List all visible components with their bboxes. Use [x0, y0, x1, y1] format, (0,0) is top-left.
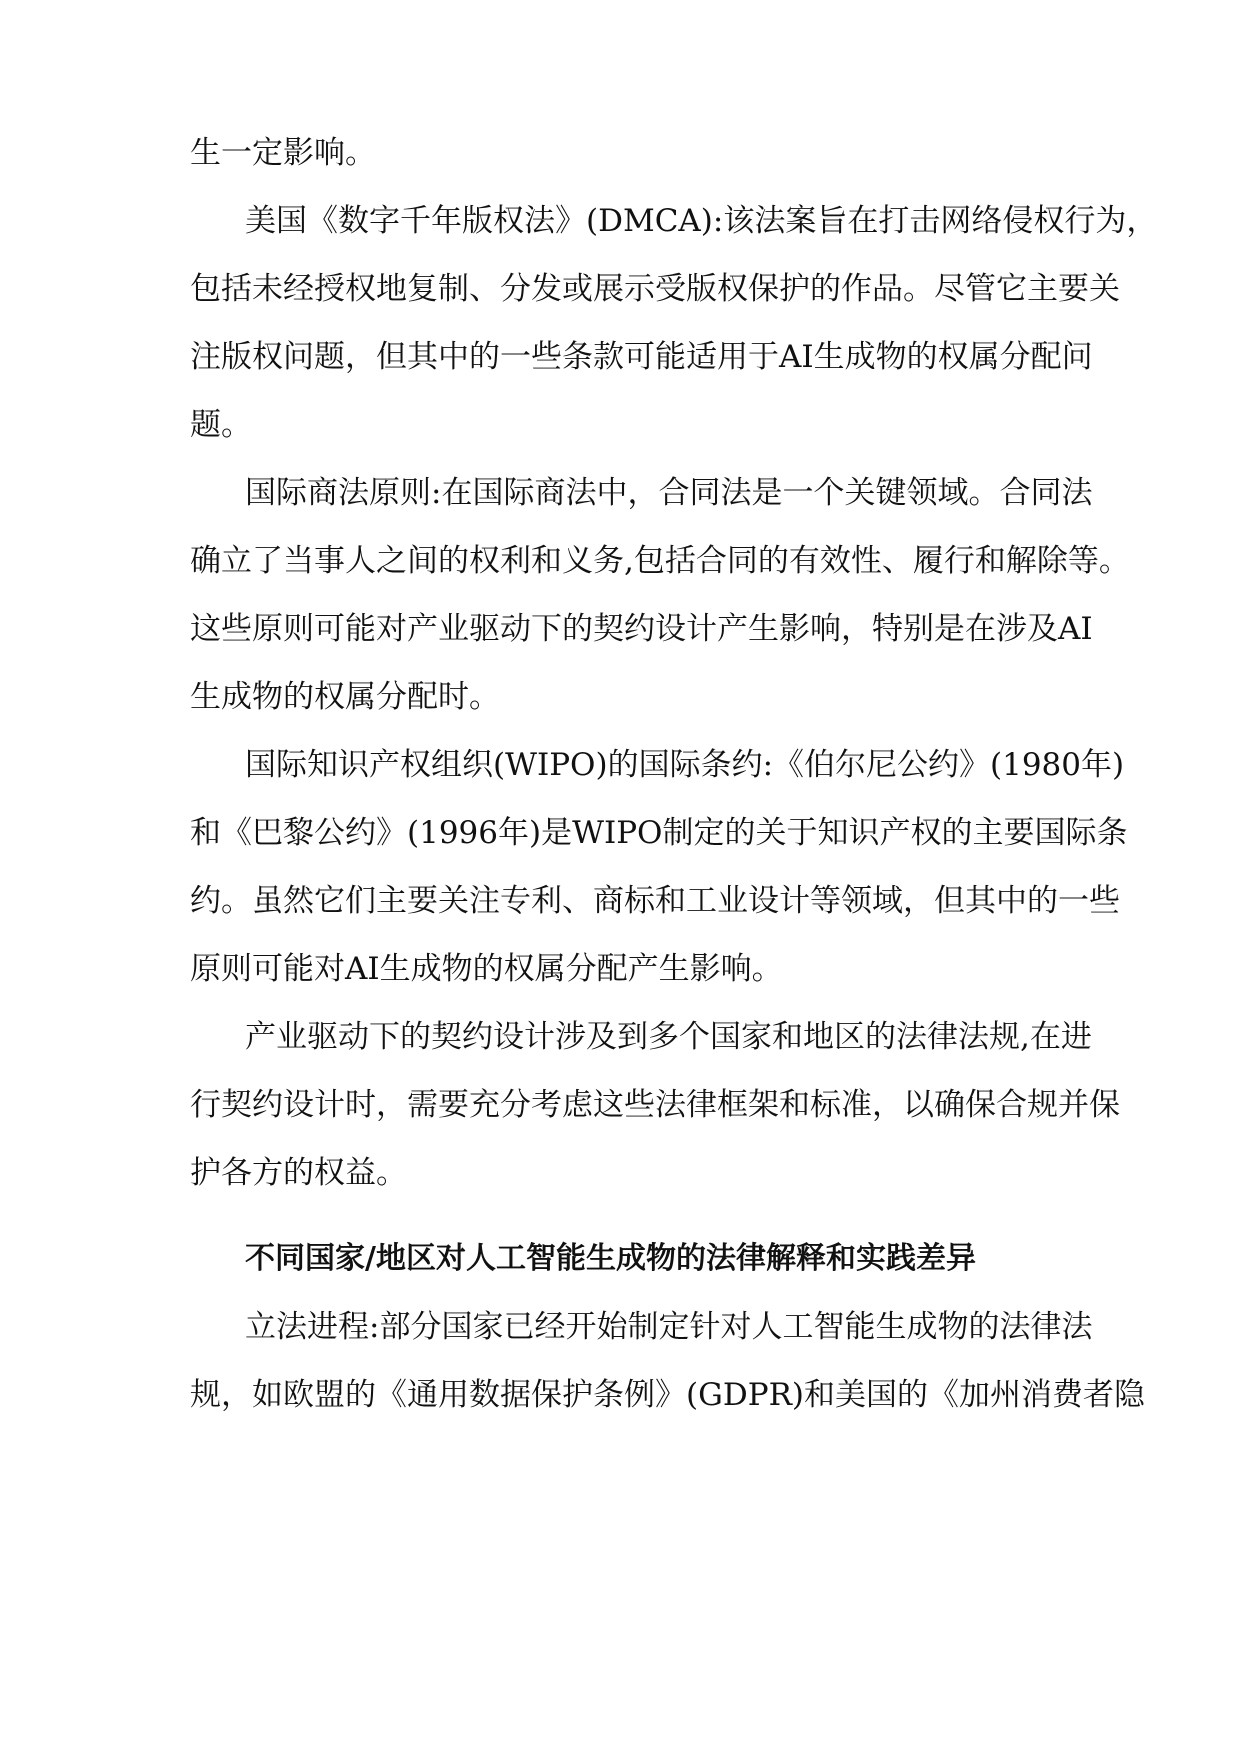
paragraph-line: 国际商法原则:在国际商法中，合同法是一个关键领域。合同法: [245, 475, 1093, 511]
paragraph-line: 约。虽然它们主要关注专利、商标和工业设计等领域，但其中的一些: [190, 883, 1120, 919]
section-heading: 不同国家/地区对人工智能生成物的法律解释和实践差异: [245, 1241, 976, 1276]
paragraph-line: 产业驱动下的契约设计涉及到多个国家和地区的法律法规,在进: [245, 1019, 1092, 1055]
paragraph-line: 护各方的权益。: [190, 1155, 407, 1191]
paragraph-line: 包括未经授权地复制、分发或展示受版权保护的作品。尽管它主要关: [190, 271, 1120, 307]
paragraph-line: 生一定影响。: [190, 135, 376, 171]
paragraph-line: 确立了当事人之间的权利和义务,包括合同的有效性、履行和解除等。: [190, 543, 1130, 579]
paragraph-line: 规，如欧盟的《通用数据保护条例》(GDPR)和美国的《加州消费者隐: [190, 1377, 1146, 1413]
paragraph-line: 和《巴黎公约》(1996年)是WIPO制定的关于知识产权的主要国际条: [190, 815, 1128, 851]
paragraph-line: 行契约设计时，需要充分考虑这些法律框架和标准，以确保合规并保: [190, 1087, 1120, 1123]
paragraph-line: 这些原则可能对产业驱动下的契约设计产生影响，特别是在涉及AI: [190, 611, 1093, 647]
paragraph-line: 立法进程:部分国家已经开始制定针对人工智能生成物的法律法: [245, 1309, 1093, 1345]
paragraph-line: 国际知识产权组织(WIPO)的国际条约:《伯尔尼公约》(1980年): [245, 747, 1125, 783]
paragraph-line: 题。: [190, 407, 252, 443]
paragraph-line: 原则可能对AI生成物的权属分配产生影响。: [190, 951, 783, 987]
paragraph-line: 生成物的权属分配时。: [190, 679, 500, 715]
paragraph-line: 注版权问题，但其中的一些条款可能适用于AI生成物的权属分配问: [190, 339, 1093, 375]
paragraph-line: 美国《数字千年版权法》(DMCA):该法案旨在打击网络侵权行为，: [245, 203, 1158, 239]
